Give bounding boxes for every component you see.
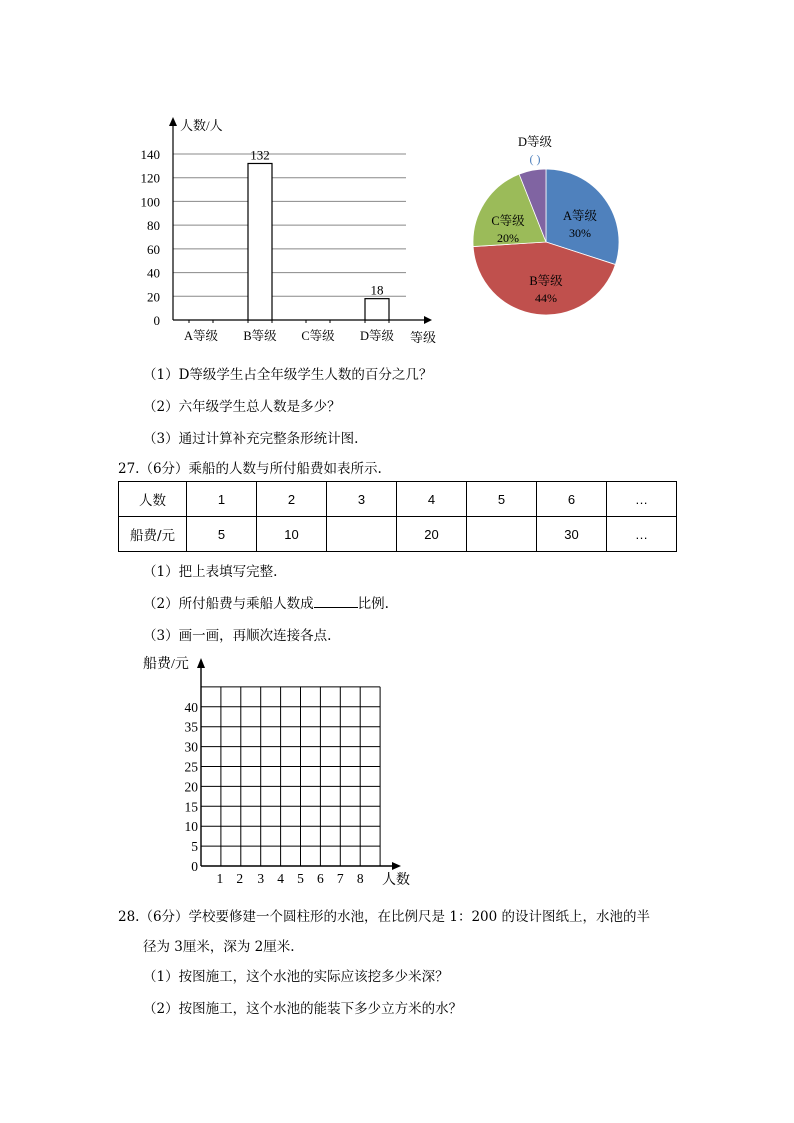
q27-sub1: （1）把上表填写完整. bbox=[143, 564, 278, 580]
pie-slice-name: A等级 bbox=[562, 209, 598, 223]
y-tick-label: 100 bbox=[140, 194, 160, 210]
table-cell: 5 bbox=[467, 482, 537, 517]
q27-sub2-text: （2）所付船费与乘船人数成 bbox=[143, 596, 314, 612]
x-tick-label: 2 bbox=[236, 871, 244, 886]
y-axis-arrow-icon bbox=[197, 658, 205, 668]
y-tick-label: 0 bbox=[153, 313, 160, 328]
y-tick-label: 20 bbox=[147, 289, 160, 305]
y-tick-label: 20 bbox=[184, 779, 198, 795]
table-cell: 5 bbox=[187, 517, 257, 552]
bar-value-label: 18 bbox=[370, 282, 384, 298]
table-cell: 10 bbox=[257, 517, 327, 552]
x-tick-label: 8 bbox=[356, 871, 364, 886]
x-tick-label: 1 bbox=[216, 871, 224, 886]
q27-title: 27.（6分）乘船的人数与所付船费如表所示. bbox=[118, 461, 382, 477]
table-cell: … bbox=[607, 482, 677, 517]
x-tick-label: 6 bbox=[317, 871, 324, 886]
q28-line2: 径为 3厘米，深为 2厘米. bbox=[143, 939, 295, 955]
y-tick-label: 5 bbox=[191, 839, 198, 855]
q26-sub2: （2）六年级学生总人数是多少？ bbox=[143, 399, 341, 415]
table-cell: 3 bbox=[327, 482, 397, 517]
table-cell: 4 bbox=[397, 482, 467, 517]
table-cell: … bbox=[607, 517, 677, 552]
y-tick-label: 140 bbox=[140, 147, 160, 162]
table-cell: 20 bbox=[397, 517, 467, 552]
y-tick-label: 0 bbox=[191, 859, 198, 874]
table-header: 船费/元 bbox=[119, 517, 187, 552]
pie-slice-percent: 44% bbox=[535, 291, 557, 305]
bar-value-label: 132 bbox=[250, 147, 270, 163]
table-cell: 6 bbox=[537, 482, 607, 517]
y-tick-label: 15 bbox=[184, 799, 198, 815]
x-tick-label: A等级 bbox=[183, 329, 219, 343]
pie-slice-percent: 20% bbox=[497, 231, 519, 245]
y-tick-label: 60 bbox=[147, 241, 160, 257]
table-cell: 2 bbox=[257, 482, 327, 517]
table-cell: 1 bbox=[187, 482, 257, 517]
x-axis-label: 等级 bbox=[410, 330, 437, 345]
x-tick-label: 3 bbox=[257, 871, 265, 886]
y-tick-label: 25 bbox=[184, 759, 198, 775]
q28-sub1: （1）按图施工，这个水池的实际应该挖多少米深？ bbox=[143, 969, 449, 985]
pie-slice-name: D等级 bbox=[517, 135, 553, 149]
y-tick-label: 35 bbox=[184, 719, 198, 735]
y-tick-label: 40 bbox=[147, 265, 160, 281]
x-axis-label: 人数 bbox=[382, 873, 410, 888]
pie-slice-percent: ( ) bbox=[529, 152, 541, 166]
y-tick-label: 10 bbox=[184, 819, 198, 835]
x-axis-arrow-icon bbox=[392, 862, 401, 870]
y-tick-label: 80 bbox=[147, 218, 160, 234]
pie-slice-percent: 30% bbox=[569, 226, 591, 240]
q26-sub1: （1）D等级学生占全年级学生人数的百分之几？ bbox=[143, 367, 433, 383]
q26-sub3: （3）通过计算补充完整条形统计图. bbox=[143, 431, 359, 447]
x-tick-label: 7 bbox=[336, 871, 344, 886]
q27-sub2-text-end: 比例. bbox=[357, 596, 389, 612]
pie-slice-name: B等级 bbox=[529, 274, 563, 288]
table-header: 人数 bbox=[119, 482, 187, 517]
x-tick-label: 4 bbox=[277, 871, 284, 886]
y-axis-label: 人数/人 bbox=[180, 118, 223, 133]
q27-sub3: （3）画一画，再顺次连接各点. bbox=[143, 628, 332, 644]
x-tick-label: 5 bbox=[297, 871, 304, 886]
table-cell: 30 bbox=[537, 517, 607, 552]
y-tick-label: 30 bbox=[184, 739, 198, 755]
q28-line1: 28.（6分）学校要修建一个圆柱形的水池，在比例尺是 1：200 的设计图纸上，水池的半 bbox=[118, 909, 650, 925]
y-axis-label: 船费/元 bbox=[143, 657, 189, 672]
x-tick-label: C等级 bbox=[301, 329, 335, 343]
y-tick-label: 120 bbox=[140, 170, 160, 186]
x-tick-label: B等级 bbox=[243, 329, 277, 343]
x-tick-label: D等级 bbox=[359, 329, 395, 343]
q28-sub2: （2）按图施工，这个水池的能装下多少立方米的水？ bbox=[143, 1001, 463, 1017]
y-tick-label: 40 bbox=[184, 699, 198, 715]
pie-slice-name: C等级 bbox=[491, 214, 525, 228]
